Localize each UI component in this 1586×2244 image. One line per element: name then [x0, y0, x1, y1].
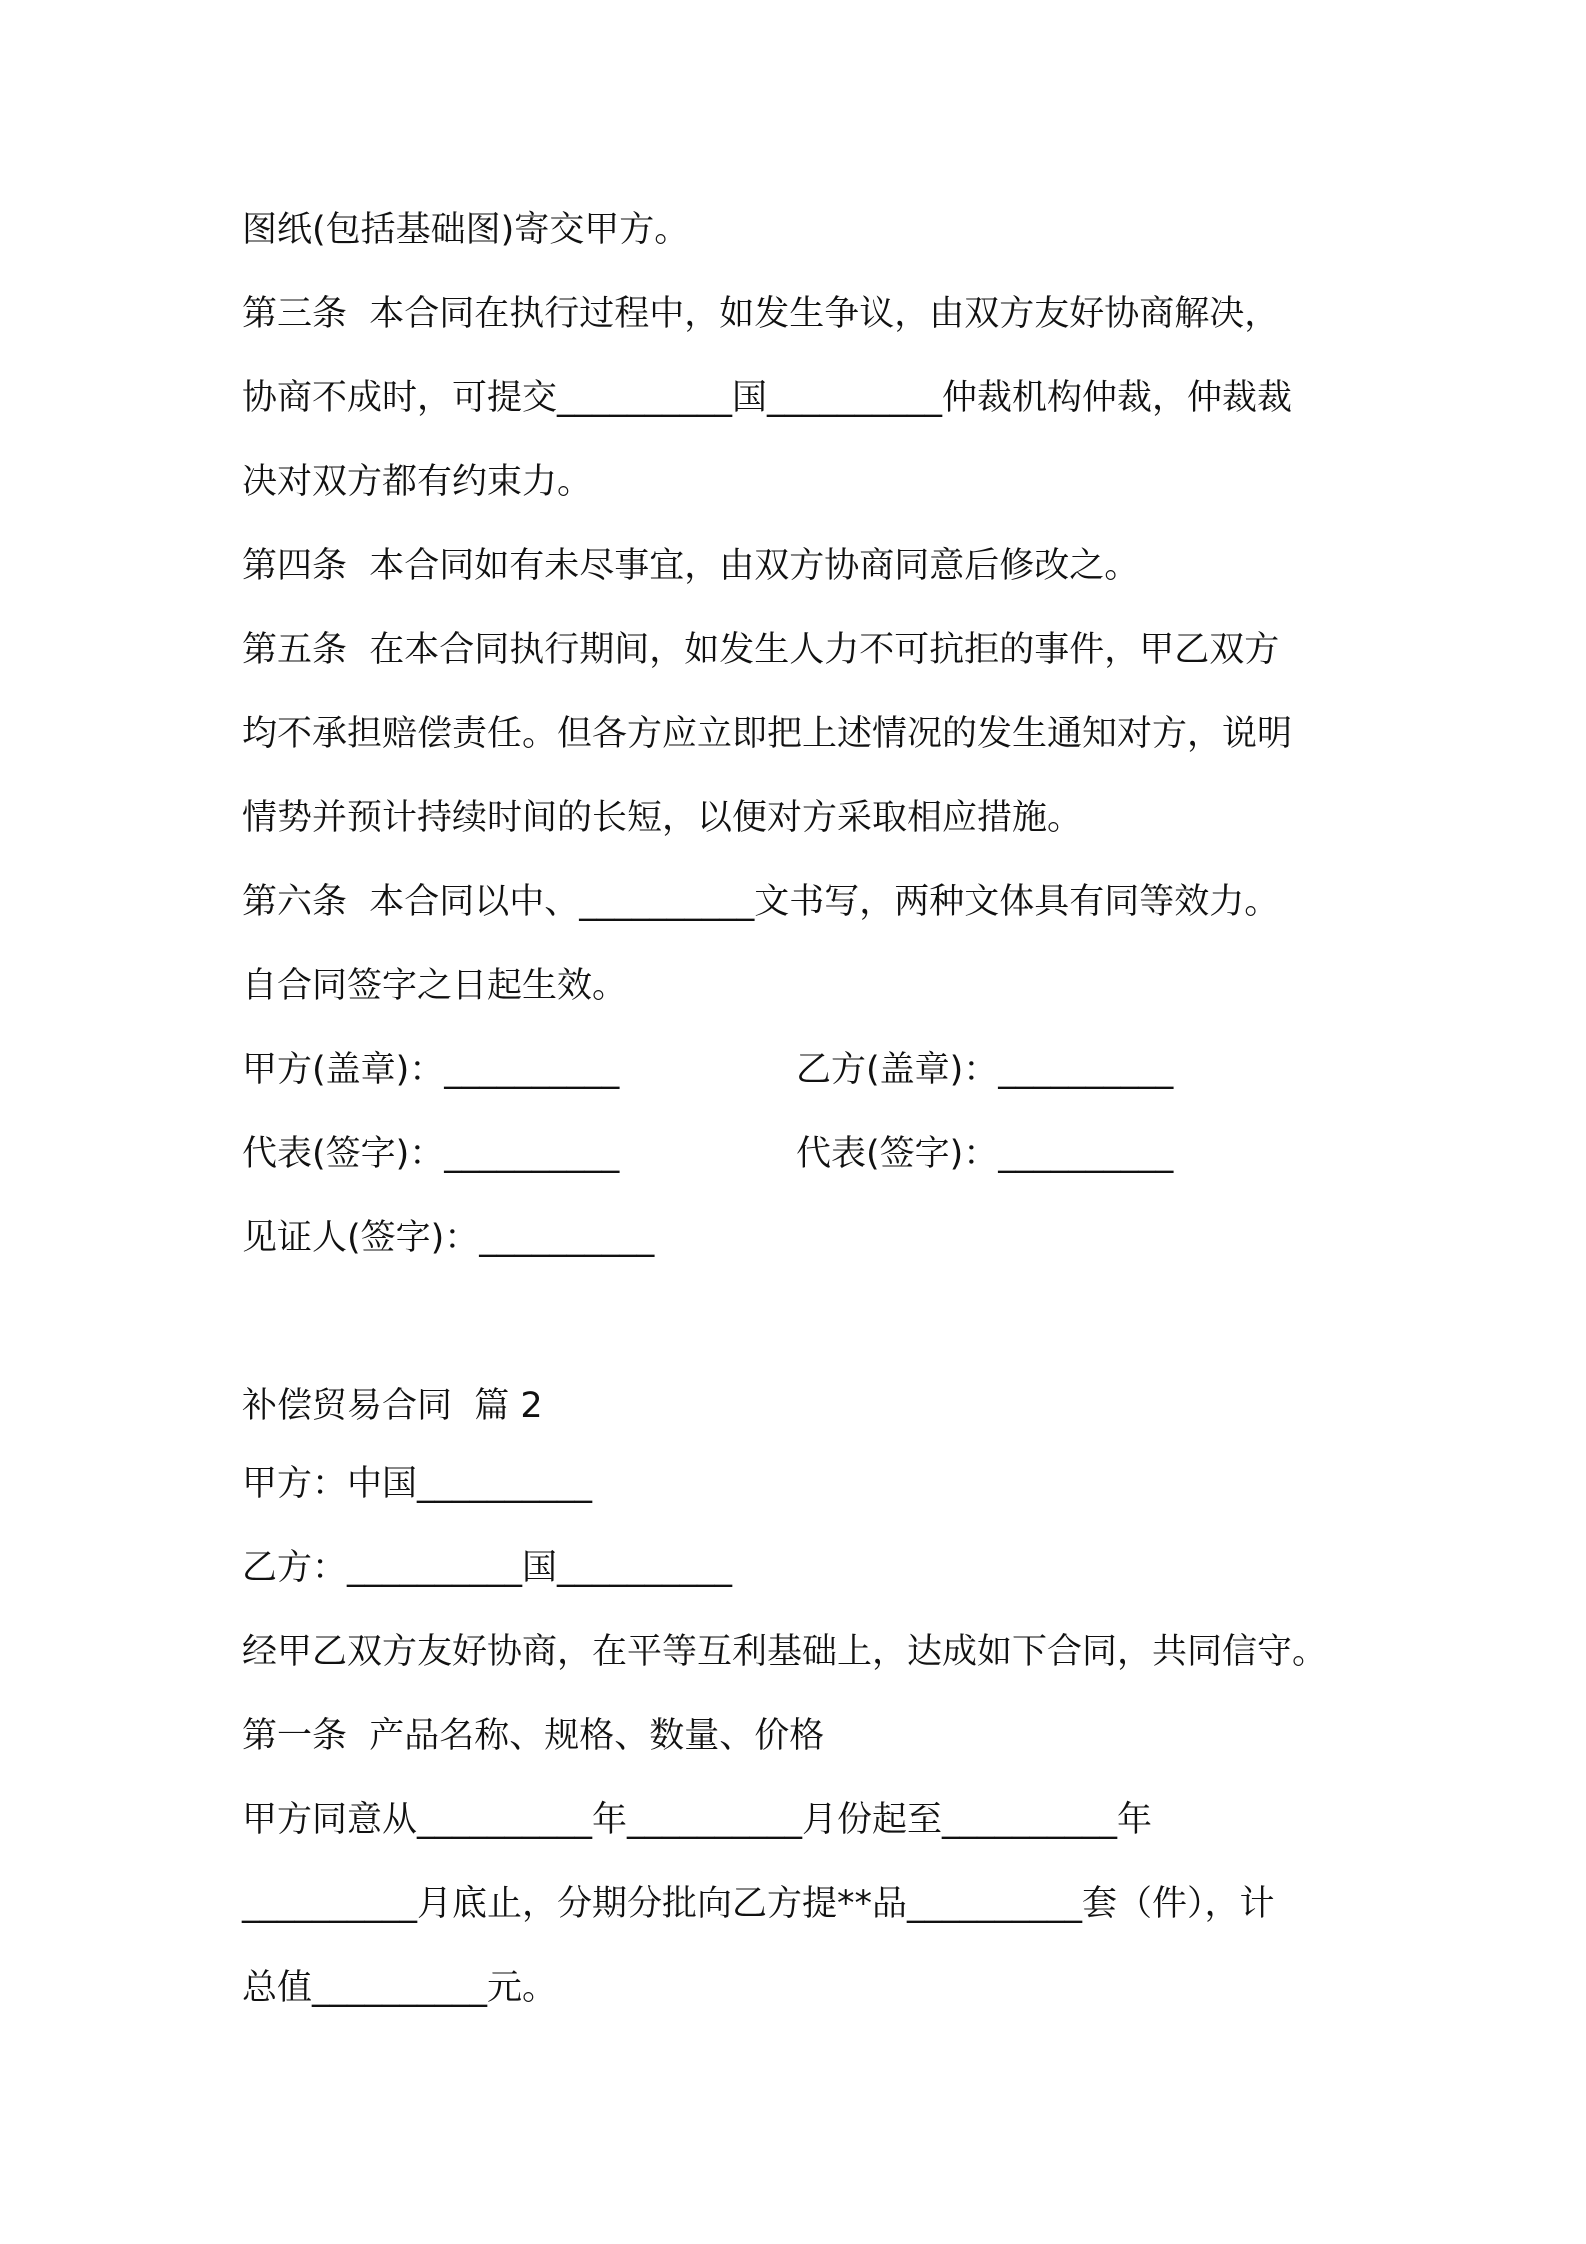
section-2-article-1-line-3: 总值__________元。 — [242, 1968, 558, 2008]
article-4-line: 第四条 本合同如有未尽事宜，由双方协商同意后修改之。 — [242, 546, 1140, 586]
party-a-representative: 代表(签字)：__________ — [242, 1134, 620, 1174]
section-2-party-b: 乙方：__________国__________ — [242, 1548, 733, 1588]
article-5-line-2: 均不承担赔偿责任。但各方应立即把上述情况的发生通知对方，说明 — [242, 714, 1293, 754]
text-line: 图纸(包括基础图)寄交甲方。 — [242, 210, 690, 250]
section-2-article-1-line-2: __________月底止，分期分批向乙方提**品__________套（件），计 — [242, 1884, 1275, 1924]
article-6-line-1: 第六条 本合同以中、__________文书写，两种文体具有同等效力。 — [242, 882, 1280, 922]
section-2-intro: 经甲乙双方友好协商，在平等互利基础上，达成如下合同，共同信守。 — [242, 1632, 1328, 1672]
party-a-seal: 甲方(盖章)：__________ — [242, 1050, 620, 1090]
article-6-line-2: 自合同签字之日起生效。 — [242, 966, 628, 1006]
party-b-seal: 乙方(盖章)：__________ — [796, 1050, 1174, 1090]
section-2-party-a: 甲方：中国__________ — [242, 1464, 593, 1504]
section-2-title: 补偿贸易合同 篇 2 — [242, 1386, 543, 1426]
party-b-representative: 代表(签字)：__________ — [796, 1134, 1174, 1174]
article-5-line-1: 第五条 在本合同执行期间，如发生人力不可抗拒的事件，甲乙双方 — [242, 630, 1280, 670]
article-3-line-2: 协商不成时，可提交__________国__________仲裁机构仲裁，仲裁裁 — [242, 378, 1293, 418]
section-2-article-1-heading: 第一条 产品名称、规格、数量、价格 — [242, 1716, 825, 1756]
article-5-line-3: 情势并预计持续时间的长短，以便对方采取相应措施。 — [242, 798, 1083, 838]
section-2-article-1-line-1: 甲方同意从__________年__________月份起至__________年 — [242, 1800, 1153, 1840]
article-3-line-1: 第三条 本合同在执行过程中，如发生争议，由双方友好协商解决， — [242, 294, 1280, 334]
witness-signature: 见证人(签字)：__________ — [242, 1218, 655, 1258]
article-3-line-3: 决对双方都有约束力。 — [242, 462, 593, 502]
